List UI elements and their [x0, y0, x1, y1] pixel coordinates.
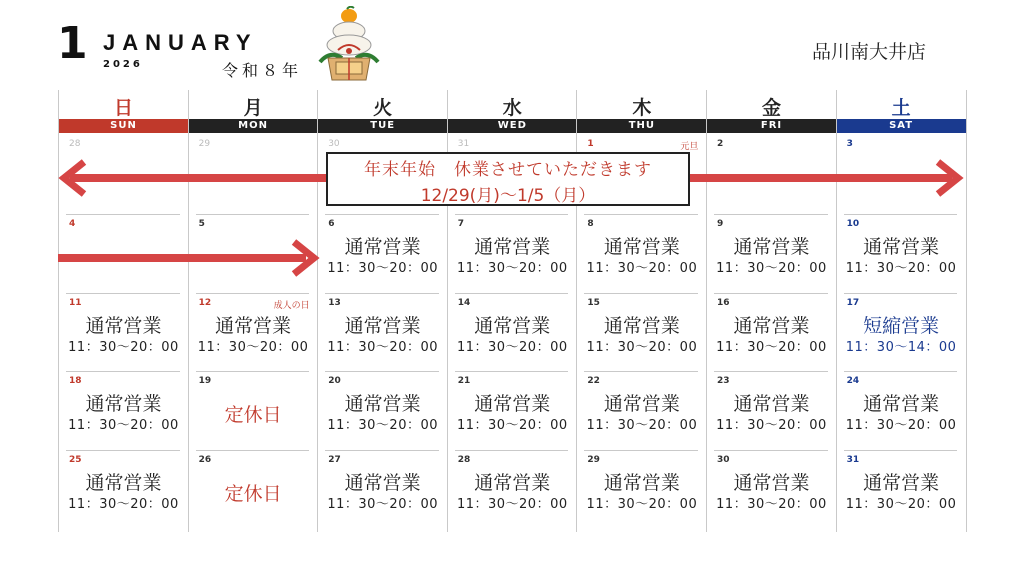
day-number: 25 [69, 455, 82, 465]
business-status: 短縮営業 [863, 315, 940, 337]
row-divider [844, 293, 958, 294]
weekday-kanji: 火 [373, 97, 393, 119]
day-number: 11 [69, 298, 82, 308]
day-number: 22 [587, 376, 600, 386]
day-number: 31 [457, 139, 470, 149]
row-divider [196, 450, 310, 451]
day-number: 8 [587, 219, 594, 229]
business-status: 通常営業 [474, 472, 551, 494]
holiday-label: 成人の日 [273, 301, 310, 311]
day-number: 23 [717, 376, 730, 386]
row-divider [455, 293, 569, 294]
business-status: 通常営業 [733, 472, 810, 494]
business-hours: 11：30～20：00 [716, 340, 827, 355]
day-number: 28 [69, 139, 81, 149]
day-cell [59, 298, 188, 368]
notice-line-2: 12/29(月)～1/5（月） [420, 186, 596, 206]
closure-arrow-left-icon [56, 156, 328, 202]
day-cell [577, 298, 706, 368]
business-hours: 11：30～20：00 [456, 418, 568, 433]
day-cell [59, 455, 188, 525]
weekday-kanji: 水 [502, 97, 522, 119]
day-number: 18 [69, 376, 82, 386]
business-status: 通常営業 [85, 472, 162, 494]
day-cell [318, 455, 447, 525]
business-status: 通常営業 [85, 393, 162, 415]
day-number: 29 [587, 455, 600, 465]
day-number: 19 [198, 376, 212, 386]
business-status: 通常営業 [733, 236, 810, 258]
row-divider [844, 371, 958, 372]
day-number: 28 [457, 455, 471, 465]
business-hours: 11：30～20：00 [327, 340, 439, 355]
day-number: 2 [717, 139, 724, 149]
row-divider [714, 450, 828, 451]
day-number: 17 [846, 298, 860, 308]
day-number: 1 [587, 139, 594, 149]
day-number: 14 [457, 298, 471, 308]
day-cell [577, 455, 706, 525]
day-cell [448, 376, 577, 446]
row-divider [455, 214, 569, 215]
business-status: 通常営業 [344, 393, 421, 415]
row-divider [325, 293, 439, 294]
row-divider [66, 293, 180, 294]
day-cell [837, 219, 966, 289]
business-hours: 11：30～20：00 [327, 418, 439, 433]
business-status: 通常営業 [474, 315, 551, 337]
row-divider [66, 450, 180, 451]
day-number: 13 [328, 298, 341, 308]
row-divider [455, 371, 569, 372]
business-hours: 11：30～20：00 [586, 418, 698, 433]
business-status: 通常営業 [603, 472, 680, 494]
business-status: 通常営業 [344, 236, 421, 258]
day-cell [318, 298, 447, 368]
business-status: 通常営業 [215, 315, 292, 337]
weekday-label: SUN [59, 119, 188, 133]
day-number: 21 [457, 376, 471, 386]
day-cell [448, 298, 577, 368]
weekday-label: FRI [707, 119, 836, 133]
business-status: 通常営業 [85, 315, 162, 337]
weekday-label: TUE [318, 119, 447, 133]
business-hours: 11：30～20：00 [68, 418, 179, 433]
business-hours: 11：30～20：00 [456, 497, 568, 512]
day-cell [837, 376, 966, 446]
day-cell [189, 376, 318, 446]
day-cell [59, 376, 188, 446]
day-number: 20 [328, 376, 341, 386]
day-number: 16 [717, 298, 730, 308]
row-divider [584, 293, 698, 294]
business-hours: 11：30～20：00 [68, 340, 179, 355]
row-divider [844, 214, 958, 215]
reiwa-year: 令和８年 [222, 61, 303, 80]
weekday-kanji: 日 [113, 97, 133, 119]
day-cell [189, 455, 318, 525]
closed-day-label: 定休日 [224, 483, 282, 505]
holiday-label: 元旦 [680, 142, 699, 152]
business-status: 通常営業 [344, 472, 421, 494]
closed-day-label: 定休日 [224, 404, 282, 426]
day-cell [707, 219, 836, 289]
business-status: 通常営業 [603, 236, 680, 258]
business-hours: 11：30～20：00 [586, 261, 698, 276]
day-number: 12 [198, 298, 212, 308]
business-status: 通常営業 [474, 393, 551, 415]
business-hours: 11：30～20：00 [327, 261, 439, 276]
business-status: 通常営業 [863, 236, 940, 258]
day-number: 10 [846, 219, 860, 229]
closure-arrow-end-icon [58, 236, 322, 282]
day-number: 26 [198, 455, 212, 465]
row-divider [196, 371, 310, 372]
row-divider [66, 214, 180, 215]
new-year-closure-notice [326, 152, 690, 206]
day-number: 9 [717, 219, 724, 229]
day-number: 7 [457, 219, 465, 229]
business-status: 通常営業 [733, 315, 810, 337]
day-cell [707, 298, 836, 368]
day-number: 29 [198, 139, 211, 149]
day-cell [577, 219, 706, 289]
weekday-label: WED [448, 119, 577, 133]
row-divider [325, 214, 439, 215]
day-number: 30 [717, 455, 730, 465]
weekday-kanji: 木 [632, 97, 652, 119]
day-cell [837, 455, 966, 525]
row-divider [714, 214, 828, 215]
day-cell [577, 376, 706, 446]
business-hours: 11：30～20：00 [716, 497, 827, 512]
business-status: 通常営業 [603, 315, 680, 337]
kagami-mochi-icon [316, 6, 382, 86]
business-hours: 11：30～20：00 [456, 340, 568, 355]
day-cell [837, 298, 966, 368]
row-divider [455, 450, 569, 451]
business-status: 通常営業 [863, 393, 940, 415]
row-divider [584, 214, 698, 215]
day-number: 31 [846, 455, 860, 465]
row-divider [66, 371, 180, 372]
row-divider [196, 293, 310, 294]
day-number: 24 [846, 376, 860, 386]
business-hours: 11：30～20：00 [716, 418, 827, 433]
row-divider [714, 371, 828, 372]
day-cell [707, 455, 836, 525]
business-status: 通常営業 [474, 236, 551, 258]
day-cell [448, 455, 577, 525]
day-cell [318, 219, 447, 289]
notice-line-1: 年末年始 休業させていただきます [364, 160, 652, 180]
weekday-kanji: 月 [243, 97, 263, 119]
day-number: 27 [328, 455, 341, 465]
business-hours: 11：30～20：00 [845, 497, 957, 512]
day-number: 6 [328, 219, 335, 229]
day-number: 4 [69, 219, 76, 229]
business-hours: 11：30～14：00 [845, 340, 957, 355]
weekday-label: MON [189, 119, 318, 133]
closure-arrow-right-icon [688, 156, 968, 202]
day-cell [318, 376, 447, 446]
business-status: 通常営業 [603, 393, 680, 415]
day-cell [189, 298, 318, 368]
year: 2026 [103, 59, 143, 70]
business-status: 通常営業 [344, 315, 421, 337]
day-cell [448, 219, 577, 289]
business-hours: 11：30～20：00 [716, 261, 827, 276]
row-divider [196, 214, 310, 215]
business-hours: 11：30～20：00 [327, 497, 439, 512]
business-status: 通常営業 [863, 472, 940, 494]
row-divider [325, 371, 439, 372]
row-divider [584, 450, 698, 451]
row-divider [584, 371, 698, 372]
row-divider [844, 450, 958, 451]
business-hours: 11：30～20：00 [845, 418, 957, 433]
day-number: 30 [328, 139, 340, 149]
business-hours: 11：30～20：00 [68, 497, 179, 512]
weekday-kanji: 土 [891, 97, 911, 119]
month-name: JANUARY [103, 30, 258, 55]
business-status: 通常営業 [733, 393, 810, 415]
day-number: 15 [587, 298, 600, 308]
day-number: 5 [198, 219, 205, 229]
weekday-kanji: 金 [761, 97, 781, 119]
month-number: 1 [57, 18, 88, 69]
day-number: 3 [846, 139, 853, 149]
business-hours: 11：30～20：00 [586, 340, 698, 355]
business-hours: 11：30～20：00 [456, 261, 568, 276]
store-name: 品川南大井店 [812, 41, 927, 63]
weekday-label: THU [577, 119, 706, 133]
business-hours: 11：30～20：00 [197, 340, 309, 355]
day-cell [707, 376, 836, 446]
business-hours: 11：30～20：00 [845, 261, 957, 276]
weekday-label: SAT [837, 119, 966, 133]
row-divider [325, 450, 439, 451]
row-divider [714, 293, 828, 294]
business-hours: 11：30～20：00 [586, 497, 698, 512]
